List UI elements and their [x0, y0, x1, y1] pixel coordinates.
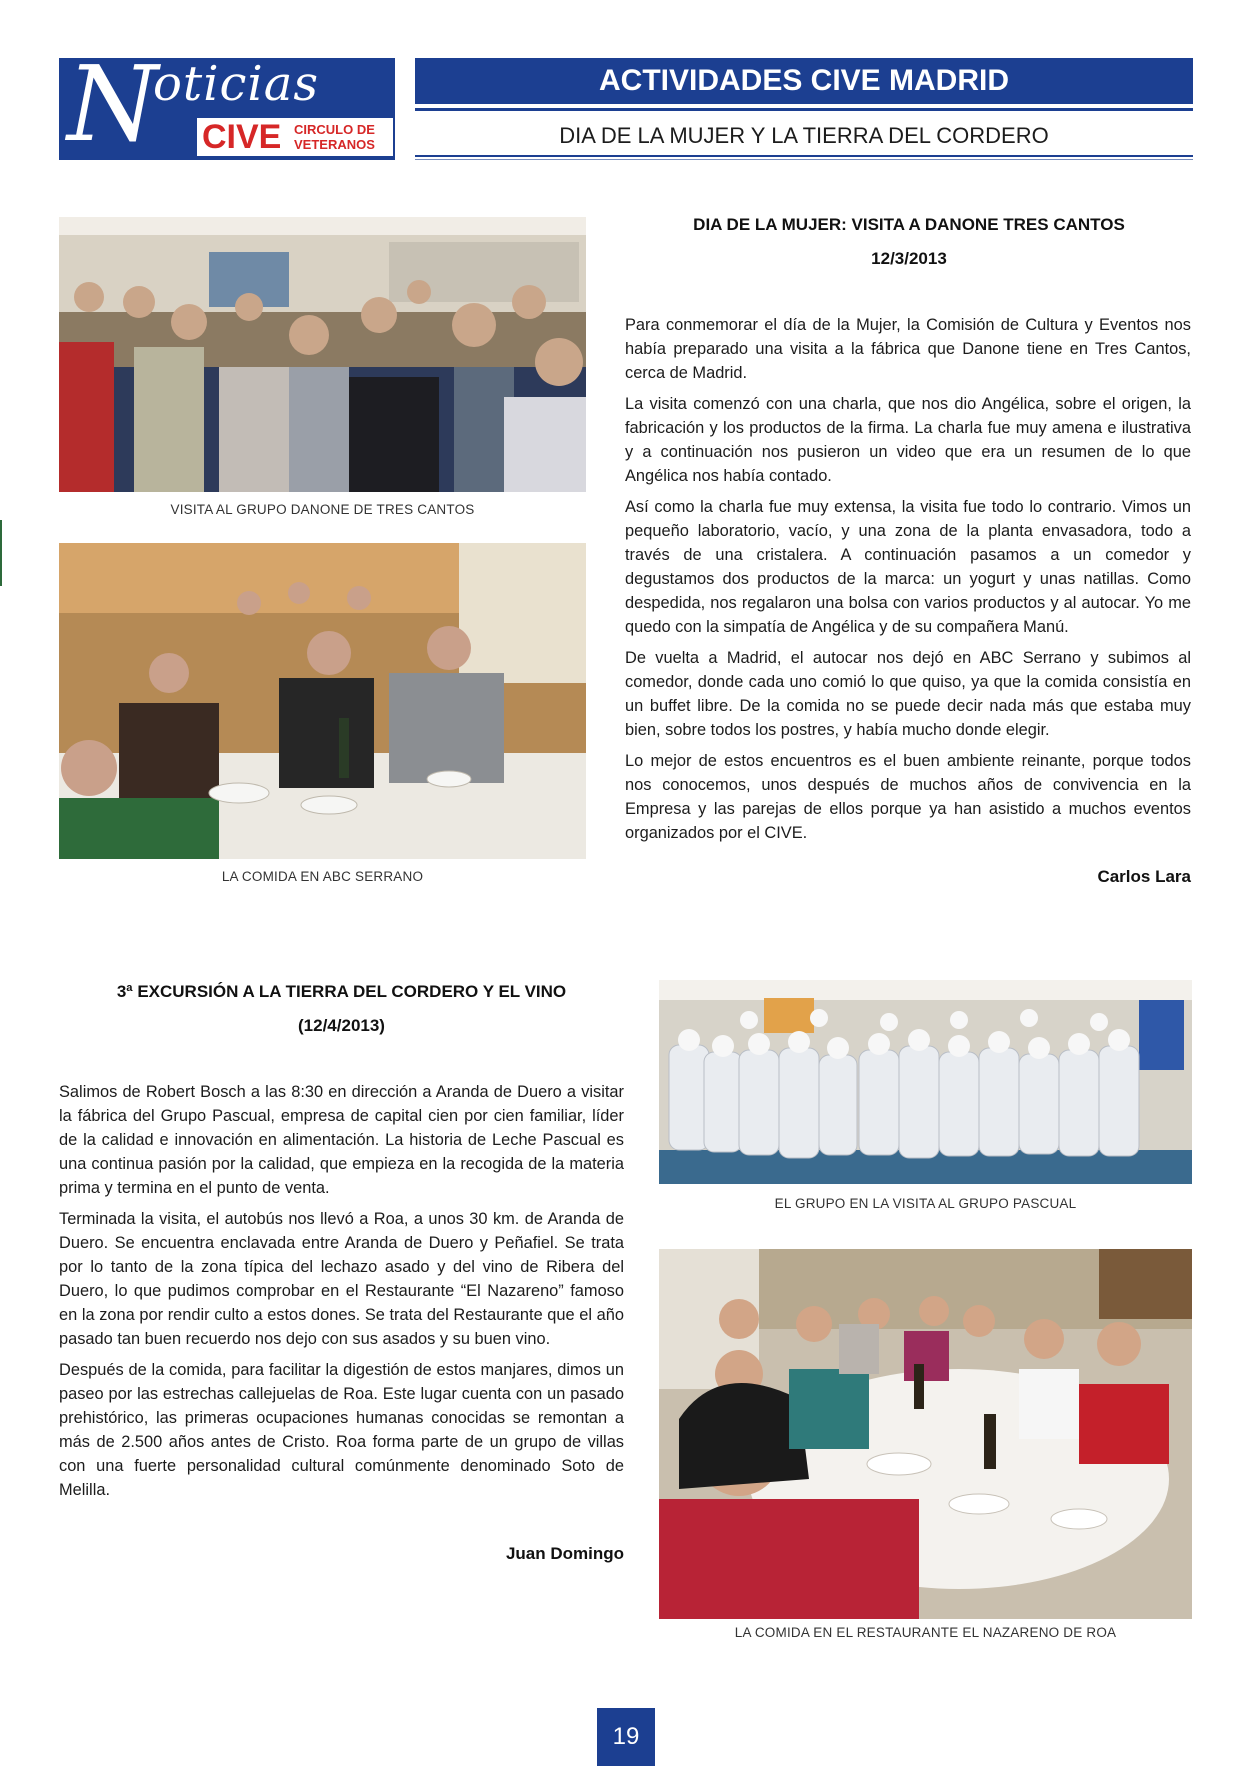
photo-danone-visit: [59, 217, 586, 492]
page-edge-mark: [0, 520, 2, 586]
article1-paragraph: La visita comenzó con una charla, que nos dio Angélica, sobre el origen, la fabricación y los productos de la firma. La charla fue muy amena e ilustrativa y a continuación nos pusieron un video que era un resumen de lo que Angélica nos había contado.: [625, 395, 1191, 485]
photo-pascual-group: [659, 980, 1192, 1184]
photo-abc-serrano-image: [59, 543, 586, 859]
noticias-cive-logo: [59, 58, 395, 160]
caption-photo3: EL GRUPO EN LA VISITA AL GRUPO PASCUAL: [774, 1196, 1077, 1211]
section-subtitle: DIA DE LA MUJER Y LA TIERRA DEL CORDERO: [559, 123, 1049, 148]
article1-body: [625, 313, 1191, 852]
article1-paragraph: De vuelta a Madrid, el autocar nos dejó en ABC Serrano y subimos al comedor, donde cada uno comió lo que quiso, ya que la comida consistía en un buffet libre. De la comida no se puede decir nada más que estaba muy bien, sobre todos los postres, y había mucho donde elegir.: [625, 649, 1191, 739]
article2-paragraph: Salimos de Robert Bosch a las 8:30 en dirección a Aranda de Duero a visitar la fábrica del Grupo Pascual, empresa de capital cien por cien familiar, líder de la calidad e innovación en alimentación. La historia de Leche Pascual es una continua pasión por la calidad, que empieza en la recogida de la materia prima y termina en el punto de venta.: [59, 1083, 624, 1197]
logo-circulo-text: [294, 122, 390, 152]
header-rule-thin: [415, 159, 1193, 160]
article1-paragraph: Lo mejor de estos encuentros es el buen ambiente reinante, porque todos nos conocemos, unos después de muchos años de convivencia en la Empresa y las parejas de ellos porque ya han asistido a muchos eventos organizados por el CIVE.: [625, 752, 1191, 842]
logo-circulo-line1: CIRCULO DE: [294, 122, 375, 137]
logo-cive-box: [197, 118, 393, 156]
article1-date: 12/3/2013: [871, 249, 947, 268]
caption-photo4: LA COMIDA EN EL RESTAURANTE EL NAZARENO DE ROA: [734, 1625, 1117, 1640]
logo-word: oticias: [153, 58, 320, 112]
article2-author: Juan Domingo: [505, 1544, 624, 1563]
header-rule-top: [415, 108, 1193, 111]
article2-body: [59, 1080, 624, 1509]
article1-title: DIA DE LA MUJER: VISITA A DANONE TRES CANTOS: [693, 215, 1125, 234]
photo-pascual-group-image: [659, 980, 1192, 1184]
caption-photo2: LA COMIDA EN ABC SERRANO: [221, 869, 424, 884]
photo-abc-serrano: [59, 543, 586, 859]
logo-initial: N: [67, 58, 158, 160]
article1-author: Carlos Lara: [1097, 867, 1191, 886]
logo-circulo-line2: VETERANOS: [294, 137, 375, 152]
article2-paragraph: Terminada la visita, el autobús nos llevó a Roa, a unos 30 km. de Aranda de Duero. Se encuentra enclavada entre Aranda de Duero y Peñafiel. Se trata por lo tanto de la zona típica del lechazo asado y del vino de Ribera del Duero, lo que pudimos comprobar en el Restaurante “El Nazareno” famoso en la zona por rendir culto a estos dones. Se trata del Restaurante que el año pasado tan buen recuerdo nos dejo con sus asados y su buen vino.: [59, 1210, 624, 1348]
article1-paragraph: Así como la charla fue muy extensa, la visita fue todo lo contrario. Vimos un pequeño laboratorio, vacío, y una zona de la planta envasadora, todo a través de una cristalera. A continuación pasamos a un comedor y degustamos dos productos de la marca: un yogurt y unas natillas. Como despedida, nos regalaron una bolsa con varios productos y al autocar. Yo me quedo con la simpatía de Angélica y de su compañera Manú.: [625, 498, 1191, 636]
header-rule-bottom: [415, 155, 1193, 157]
photo-el-nazareno-image: [659, 1249, 1192, 1619]
section-title: ACTIVIDADES CIVE MADRID: [415, 58, 1193, 104]
photo-el-nazareno: [659, 1249, 1192, 1619]
photo-danone-visit-image: [59, 217, 586, 492]
caption-photo1: VISITA AL GRUPO DANONE DE TRES CANTOS: [170, 502, 475, 517]
article1-paragraph: Para conmemorar el día de la Mujer, la Comisión de Cultura y Eventos nos había preparado una visita a la fábrica que Danone tiene en Tres Cantos, cerca de Madrid.: [625, 316, 1191, 382]
article2-paragraph: Después de la comida, para facilitar la digestión de estos manjares, dimos un paseo por las estrechas callejuelas de Roa. Este lugar cuenta con un pasado prehistórico, las primeras ocupaciones humanas conocidas se remontan a más de 2.500 años antes de Cristo. Roa forma parte de un grupo de villas con una fuerte personalidad cultural comúnmente denominado Soto de Melilla.: [59, 1361, 624, 1499]
article2-title: 3ª EXCURSIÓN A LA TIERRA DEL CORDERO Y EL VINO: [116, 982, 567, 1001]
article2-date: (12/4/2013): [298, 1016, 385, 1035]
logo-cive-text: CIVE: [202, 118, 282, 156]
page-number: 19: [597, 1708, 655, 1766]
